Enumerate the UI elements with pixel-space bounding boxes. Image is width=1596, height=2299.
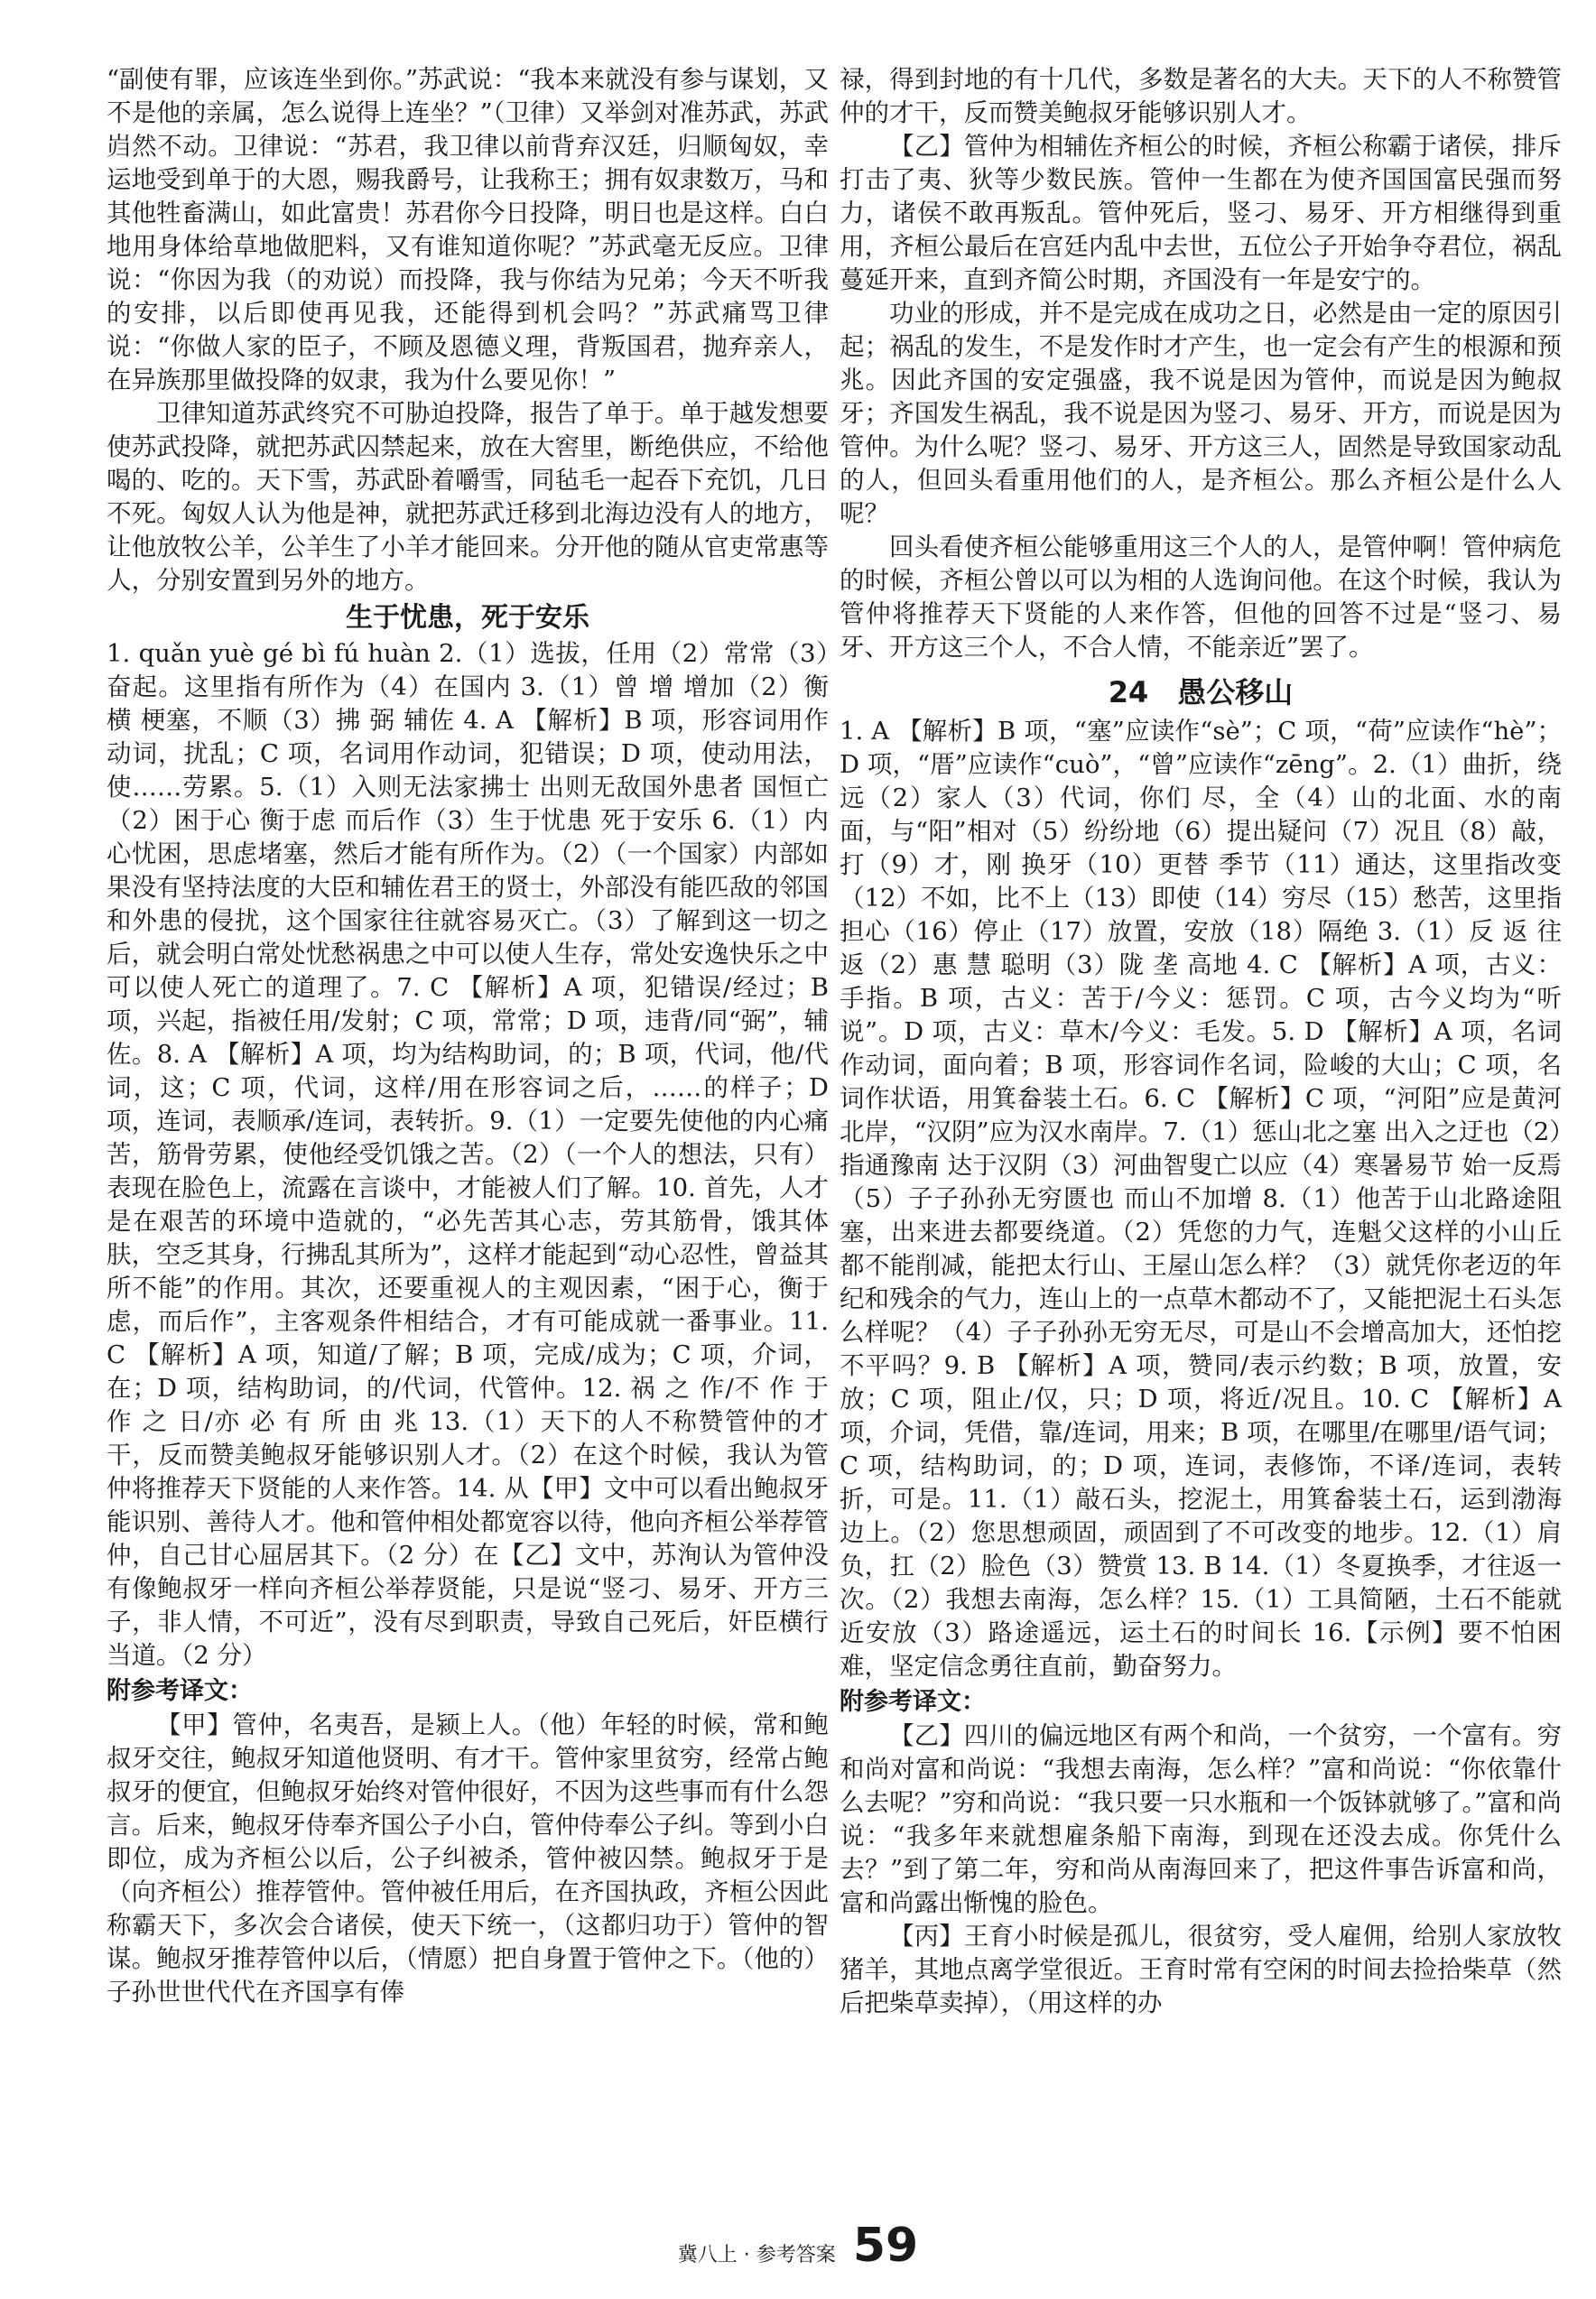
left-column — [107, 63, 829, 2009]
right-column — [840, 63, 1562, 2020]
translation-wang-yu: 【丙】王育小时候是孤儿，很贫穷，受人雇佣，给别人家放牧猪羊，其地点离学堂很近。王育时常有空闲的时间去捡拾柴草（然后把柴草卖掉），（用这样的办 — [840, 1922, 1562, 2017]
translation-yi-3: 回头看使齐桓公能够重用这三个人的人，是管仲啊！管仲病危的时候，齐桓公曾以可以为相的人选询问他。在这个时候，我认为管仲将推荐天下贤能的人来作答，但他的回答不过是“竖刁、易牙、开方这三个人，不合人情，不能亲近”罢了。 — [840, 533, 1562, 662]
section-title-shengyu-youhuan: 生于忧患，死于安乐 — [346, 602, 589, 634]
appendix-label: 附参考译文： — [107, 1677, 253, 1705]
footer-label: 冀八上 · 参考答案 — [677, 2244, 836, 2267]
translation-su-wu-2: 卫律知道苏武终究不可胁迫投降，报告了单于。单于越发想要使苏武投降，就把苏武囚禁起来，放在大窖里，断绝供应，不给他喝的、吃的。天下雪，苏武卧着嚼雪，同毡毛一起吞下充饥，几日不死。匈奴人认为他是神，就把苏武迁移到北海边没有人的地方，让他放牧公羊，公羊生了小羊才能回来。分开他的随从官吏常惠等人，分别安置到另外的地方。 — [107, 399, 829, 595]
page-number: 59 — [852, 2219, 919, 2273]
answers-yugong: 1. A 【解析】B 项，“塞”应读作“sè”；C 项，“荷”应读作“hè”；D 项，“厝”应读作“cuò”，“曾”应读作“zēng”。2.（1）曲折，绕远（2）家人（3）代词，你们 尽，全（4）山的北面、水的南面，与“阳”相对（5）纷纷地（6）提出疑问（7）况且（8）敲，打（9）才，刚 换牙（10）更替 季节（11）通达，这里指改变（12）不如，比不上（13）即使（14）穷尽（15）愁苦，这里指担心（16）停止（17）放置，安放（18）隔绝 3.（1）反 返 往返（2）惠 慧 聪明（3）陇 垄 高地 4. C 【解析】A 项，古义：手指。B 项，古义：苦于/今义：惩罚。C 项，古今义均为“听说”。D 项，古义：草木/今义：毛发。5. D 【解析】A 项，名词作动词，面向着；B 项，形容词作名词，险峻的大山；C 项，名词作状语，用箕畚装土石。6. C 【解析】C 项，“河阳”应是黄河北岸，“汉阴”应为汉水南岸。7.（1）惩山北之塞 出入之迂也（2）指通豫南 达于汉阴（3）河曲智叟亡以应（4）寒暑易节 始一反焉（5）子子孙孙无穷匮也 而山不加增 8.（1）他苦于山北路途阻塞，出来进去都要绕道。（2）凭您的力气，连魁父这样的小山丘都不能削减，能把太行山、王屋山怎么样？（3）就凭你老迈的年纪和残余的气力，连山上的一点草木都动不了，又能把泥土石头怎么样呢？（4）子子孙孙无穷无尽，可是山不会增高加大，还怕挖不平吗？9. B 【解析】A 项，赞同/表示约数；B 项，放置，安放；C 项，阻止/仅，只；D 项，将近/况且。10. C 【解析】A 项，介词，凭借，靠/连词，用来；B 项，在哪里/在哪里/语气词；C 项，结构助词，的；D 项，连词，表修饰，不译/连词，表转折，可是。11.（1）敲石头，挖泥土，用箕畚装土石，运到渤海边上。（2）您思想顽固，顽固到了不可改变的地步。12.（1）肩负，扛（2）脸色（3）赞赏 13. B 14.（1）冬夏换季，才往返一次。（2）我想去南海，怎么样？15.（1）工具简陋，土石不能就近安放（3）路途遥远，运土石的时间长 16.【示例】要不怕困难，坚定信念勇往直前，勤奋努力。 — [840, 717, 1562, 1681]
section-title-yugong: 24 愚公移山 — [1108, 675, 1294, 709]
translation-monks: 【乙】四川的偏远地区有两个和尚，一个贫穷，一个富有。穷和尚对富和尚说：“我想去南海，怎么样？”富和尚说：“你依靠什么去呢？”穷和尚说：“我只要一只水瓶和一个饭钵就够了。”富和尚说：“我多年来就想雇条船下南海，到现在还没去成。你凭什么去？”到了第二年，穷和尚从南海回来了，把这件事告诉富和尚，富和尚露出惭愧的脸色。 — [840, 1721, 1562, 1917]
translation-su-wu-1: “副使有罪，应该连坐到你。”苏武说：“我本来就没有参与谋划，又不是他的亲属，怎么说得上连坐？”（卫律）又举剑对准苏武，苏武岿然不动。卫律说：“苏君，我卫律以前背弃汉廷，归顺匈奴，幸运地受到单于的大恩，赐我爵号，让我称王；拥有奴隶数万，马和其他牲畜满山，如此富贵！苏君你今日投降，明日也是这样。白白地用身体给草地做肥料，又有谁知道你呢？”苏武毫无反应。卫律说：“你因为我（的劝说）而投降，我与你结为兄弟；今天不听我的安排，以后即使再见我，还能得到机会吗？”苏武痛骂卫律说：“你做人家的臣子，不顾及恩德义理，背叛国君，抛弃亲人，在异族那里做投降的奴隶，我为什么要见你！” — [107, 65, 829, 394]
appendix-label-2: 附参考译文： — [840, 1688, 986, 1716]
answers-shengyu-youhuan: 1. quǎn yuè gé bì fú huàn 2.（1）选拔，任用（2）常常（3）奋起。这里指有所作为（4）在国内 3.（1）曾 增 增加（2）衡 横 梗塞，不顺（3）拂 弼 辅佐 4. A 【解析】B 项，形容词用作动词，扰乱；C 项，名词用作动词，犯错误；D 项，使动用法，使……劳累。5.（1）入则无法家拂士 出则无敌国外患者 国恒亡（2）困于心 衡于虑 而后作（3）生于忧患 死于安乐 6.（1）内心忧困，思虑堵塞，然后才能有所作为。（2）（一个国家）内部如果没有坚持法度的大臣和辅佐君王的贤士，外部没有能匹敌的邻国和外患的侵扰，这个国家往往就容易灭亡。（3）了解到这一切之后，就会明白常处忧愁祸患之中可以使人生存，常处安逸快乐之中可以使人死亡的道理了。7. C 【解析】A 项，犯错误/经过；B 项，兴起，指被任用/发射；C 项，常常；D 项，违背/同“弼”，辅佐。8. A 【解析】A 项，均为结构助词，的；B 项，代词，他/代词，这；C 项，代词，这样/用在形容词之后，……的样子；D 项，连词，表顺承/连词，表转折。9.（1）一定要先使他的内心痛苦，筋骨劳累，使他经受饥饿之苦。（2）（一个人的想法，只有）表现在脸色上，流露在言谈中，才能被人们了解。10. 首先，人才是在艰苦的环境中造就的，“必先苦其心志，劳其筋骨，饿其体肤，空乏其身，行拂乱其所为”，这样才能起到“动心忍性，曾益其所不能”的作用。其次，还要重视人的主观因素，“困于心，衡于虑，而后作”，主客观条件相结合，才有可能成就一番事业。11. C 【解析】A 项，知道/了解；B 项，完成/成为；C 项，介词，在；D 项，结构助词，的/代词，代管仲。12. 祸 之 作/不 作 于 作 之 日/亦 必 有 所 由 兆 13.（1）天下的人不称赞管仲的才干，反而赞美鲍叔牙能够识别人才。（2）在这个时候，我认为管仲将推荐天下贤能的人来作答。14. 从【甲】文中可以看出鲍叔牙能识别、善待人才。他和管仲相处都宽容以待，他向齐桓公举荐管仲，自己甘心屈居其下。（2 分）在【乙】文中，苏洵认为管仲没有像鲍叔牙一样向齐桓公举荐贤能，只是说“竖刁、易牙、开方三子，非人情，不可近”，没有尽到职责，导致自己死后，奸臣横行当道。（2 分） — [107, 639, 829, 1670]
translation-jia-continued: 禄，得到封地的有十几代，多数是著名的大夫。天下的人不称赞管仲的才干，反而赞美鲍叔牙能够识别人才。 — [840, 65, 1562, 127]
page-footer — [0, 2219, 1596, 2273]
translation-yi-2: 功业的形成，并不是完成在成功之日，必然是由一定的原因引起；祸乱的发生，不是发作时才产生，也一定会有产生的根源和预兆。因此齐国的安定强盛，我不说是因为管仲，而说是因为鲍叔牙；齐国发生祸乱，我不说是因为竖刁、易牙、开方，而说是因为管仲。为什么呢？竖刁、易牙、开方这三人，固然是导致国家动乱的人，但回头看重用他们的人，是齐桓公。那么齐桓公是什么人呢？ — [840, 299, 1562, 528]
translation-jia: 【甲】管仲，名夷吾，是颍上人。（他）年轻的时候，常和鲍叔牙交往，鲍叔牙知道他贤明、有才干。管仲家里贫穷，经常占鲍叔牙的便宜，但鲍叔牙始终对管仲很好，不因为这些事而有什么怨言。后来，鲍叔牙侍奉齐国公子小白，管仲侍奉公子纠。等到小白即位，成为齐桓公以后，公子纠被杀，管仲被囚禁。鲍叔牙于是（向齐桓公）推荐管仲。管仲被任用后，在齐国执政，齐桓公因此称霸天下，多次会合诸侯，使天下统一，（这都归功于）管仲的智谋。鲍叔牙推荐管仲以后，（情愿）把自身置于管仲之下。（他的）子孙世世代代在齐国享有俸 — [107, 1710, 829, 2007]
translation-yi: 【乙】管仲为相辅佐齐桓公的时候，齐桓公称霸于诸侯，排斥打击了夷、狄等少数民族。管仲一生都在为使齐国国富民强而努力，诸侯不敢再叛乱。管仲死后，竖刁、易牙、开方相继得到重用，齐桓公最后在宫廷内乱中去世，五位公子开始争夺君位，祸乱蔓延开来，直到齐简公时期，齐国没有一年是安宁的。 — [840, 132, 1562, 294]
